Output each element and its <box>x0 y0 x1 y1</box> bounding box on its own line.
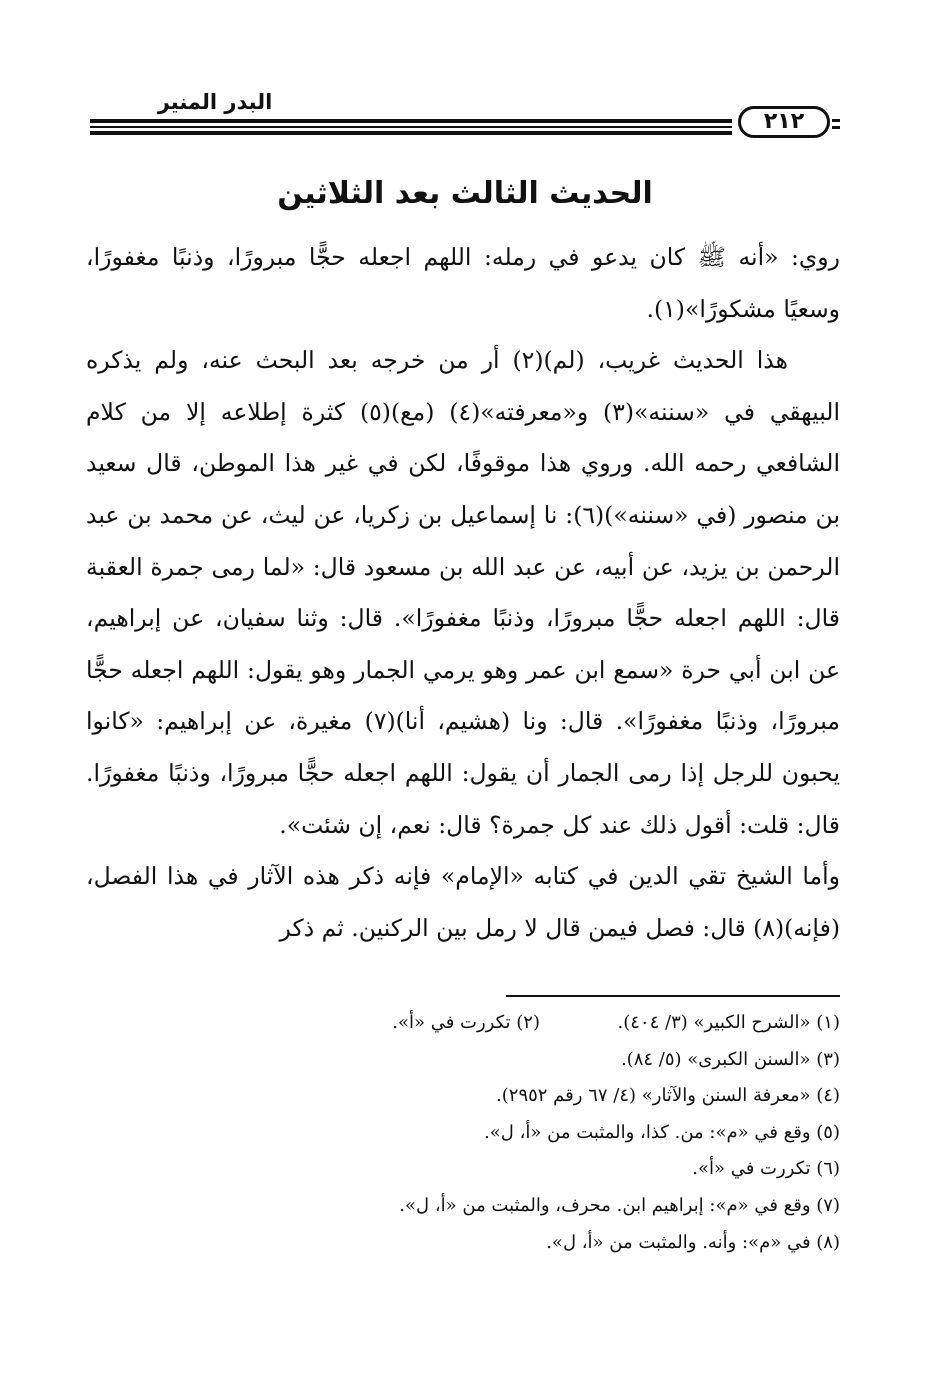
header-rule <box>832 126 840 129</box>
footnote: (٦) تكررت في «أ». <box>692 1158 840 1180</box>
header-rule <box>90 126 732 128</box>
header-rule <box>90 131 732 135</box>
footnote: (١) «الشرح الكبير» (٣/ ٤٠٤). <box>617 1012 840 1033</box>
footnote: (٢) تكررت في «أ». <box>392 1012 540 1033</box>
footnote-separator <box>506 995 840 997</box>
page-header <box>90 86 840 142</box>
footnote: (٧) وقع في «م»: إبراهيم ابن. محرف، والمثبت من «أ، ل». <box>399 1194 840 1216</box>
chapter-title: الحديث الثالث بعد الثلاثين <box>277 176 653 211</box>
running-title: البدر المنير <box>157 90 273 114</box>
footnote: (٨) في «م»: وأنه. والمثبت من «أ، ل». <box>546 1231 840 1253</box>
footnote: (٥) وقع في «م»: من. كذا، والمثبت من «أ، ل». <box>484 1121 840 1143</box>
header-rule <box>832 119 840 122</box>
footnote: (٣) «السنن الكبرى» (٥/ ٨٤). <box>620 1048 840 1070</box>
body-text <box>86 232 840 954</box>
footnote: (٤) «معرفة السنن والآثار» (٤/ ٦٧ رقم ٢٩٥٢). <box>496 1085 840 1107</box>
footnotes <box>86 1005 840 1261</box>
paragraph: روي: «أنه ﷺ كان يدعو في رمله: اللهم اجعله حجًّا مبرورًا، وذنبًا مغفورًا، وسعيًا مشكورًا»(١). <box>86 243 840 323</box>
page-number: ٢١٢ <box>738 106 830 138</box>
paragraph: وأما الشيخ تقي الدين في كتابه «الإمام» فإنه ذكر هذه الآثار في هذا الفصل، (فإنه)(٨) قال: فصل فيمن قال لا رمل بين الركنين. ثم ذكر <box>86 862 840 942</box>
paragraph: هذا الحديث غريب، (لم)(٢) أر من خرجه بعد البحث عنه، ولم يذكره البيهقي في «سننه»(٣) و«معرفته»(٤) (مع)(٥) كثرة إطلاعه إلا من كلام الشافعي رحمه الله. وروي هذا موقوفًا، لكن في غير هذا الموطن، قال سعيد بن منصور (في «سننه»)(٦): نا إسماعيل بن زكريا، عن ليث، عن محمد بن عبد الرحمن بن يزيد، عن أبيه، عن عبد الله بن مسعود قال: «لما رمى جمرة العقبة قال: اللهم اجعله حجًّا مبرورًا، وذنبًا مغفورًا». قال: وثنا سفيان، عن إبراهيم، عن ابن أبي حرة «سمع ابن عمر وهو يرمي الجمار وهو يقول: اللهم اجعله حجًّا مبرورًا، وذنبًا مغفورًا». قال: ونا (هشيم، أنا)(٧) مغيرة، عن إبراهيم: «كانوا يحبون للرجل إذا رمى الجمار أن يقول: اللهم اجعله حجًّا مبرورًا، وذنبًا مغفورًا. قال: قلت: أقول ذلك عند كل جمرة؟ قال: نعم، إن شئت». <box>86 346 840 839</box>
header-rule <box>90 119 732 123</box>
